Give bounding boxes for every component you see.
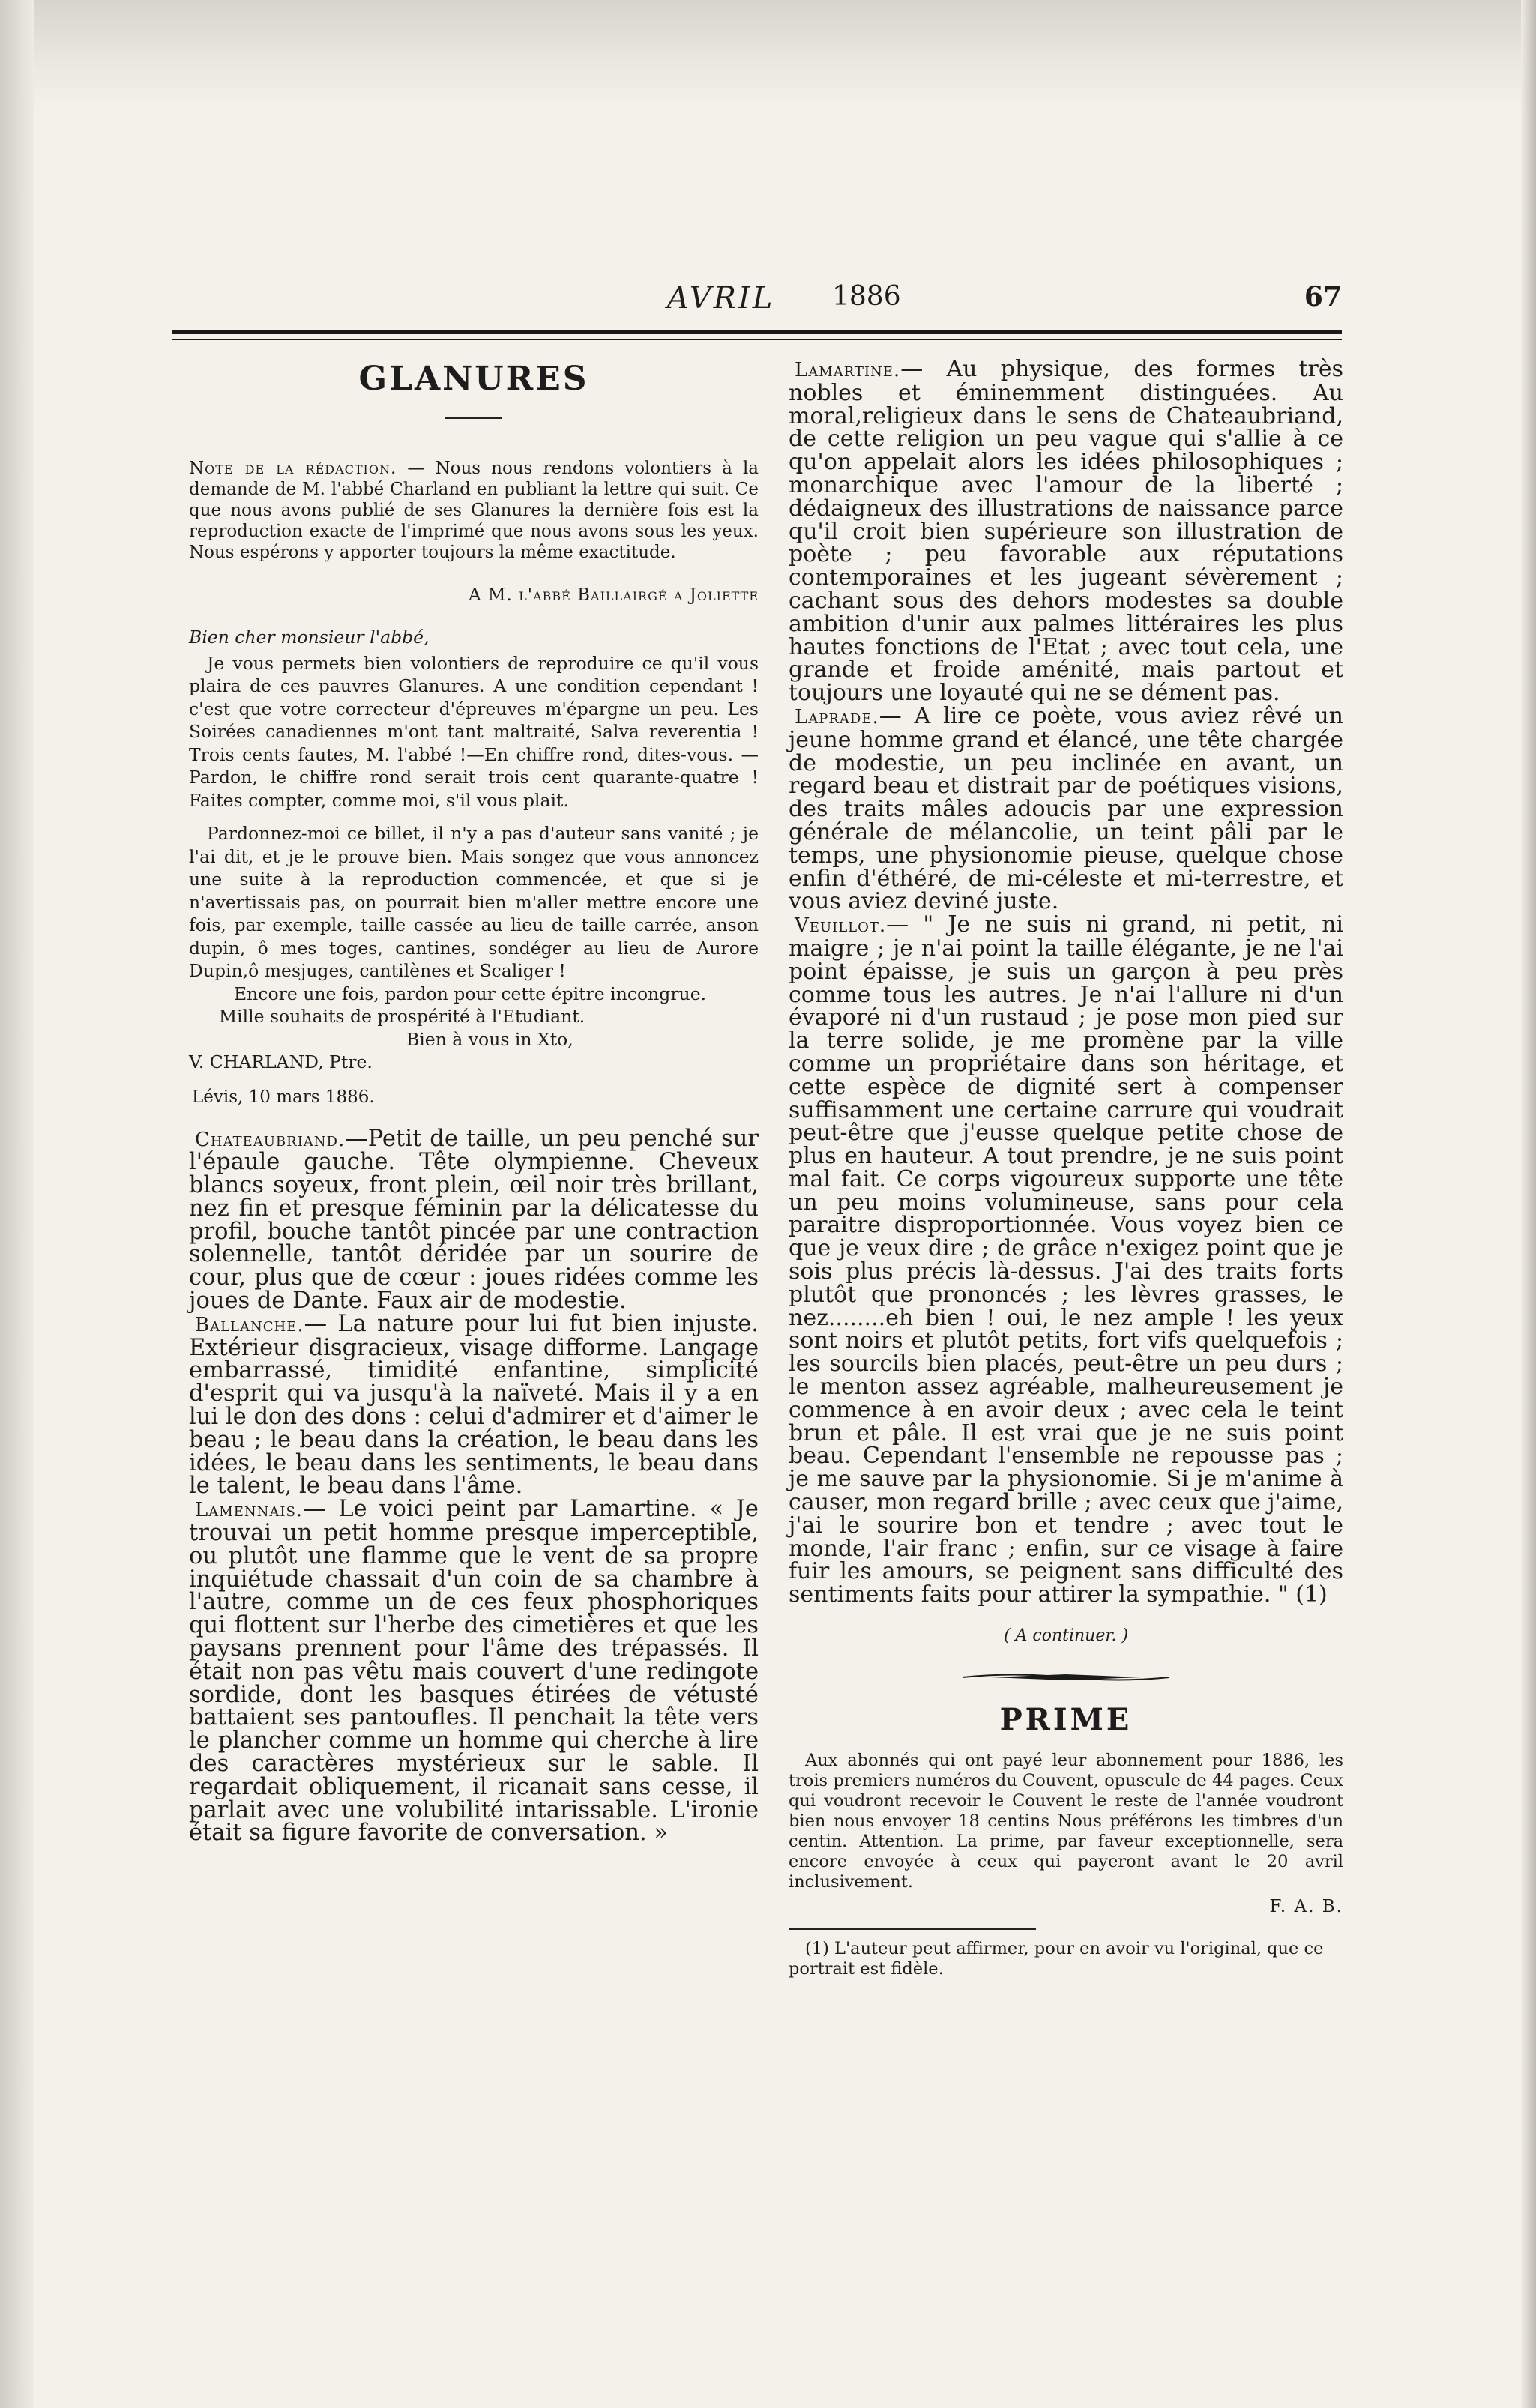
prime-text: Aux abonnés qui ont payé leur abonnement pour 1886, les trois premiers numéros du Couvent, opuscule de 44 pages. Ceux qui voudront recevoir le Couvent le reste de l'année voudront bien nous envoyer 18 centins Nous préférons les timbres d'un centin. Attention. La prime, par faveur exceptionnelle, sera encore envoyée à ceux qui payeront avant le 20 avril inclusivement. (789, 1751, 1343, 1892)
letter-signature: V. CHARLAND, Ptre. (189, 1051, 373, 1072)
portrait-ballanche (189, 1310, 759, 1500)
text-lamartine: — Au physique, des formes très nobles et éminemment distinguées. Au moral,religieux dans le sens de Chateaubriand, de cette religion un peu vague qui s'allie à ce qu'on appelait alors les idées philosophiques ; monarchique avec l'amour de la liberté ; dédaigneux des illustrations de naissance parce qu'il croit bien supérieure son illustration de poète ; peu favorable aux réputations contemporaines et les jugeant sévèrement ; cachant sous des dehors modestes sa double ambition d'unir aux palmes littéraires les plus hautes fonctions de l'Etat ; avec tout cela, une grande et froide aménité, mais partout et toujours une loyauté qui ne se dément pas. (789, 356, 1343, 707)
letter-paragraph-2: Pardonnez-moi ce billet, il n'y a pas d'auteur sans vanité ; je l'ai dit, et je le prouve bien. Mais songez que vous annoncez une suite à la reproduction commencée, et que si je n'avertissais pas, on pourrait bien m'aller mettre encore une fois, par exemple, taille cassée au lieu de taille carrée, anson dupin, ô mes toges, cantines, sondéger au lieu de Aurore Dupin,ô mesjuges, cantilènes et Scaliger ! (189, 823, 759, 981)
letter-salutation: Bien cher monsieur l'abbé, (189, 627, 430, 648)
portrait-chateaubriand (189, 1125, 759, 1315)
portraits-right (789, 358, 1343, 1607)
editor-note (189, 458, 759, 563)
scan-top-edge (0, 0, 1536, 112)
editor-note-text: — Nous nous rendons volontiers à la demande de M. l'abbé Charland en publiant la lettre qui suit. Ce que nous avons publié de ses Glanures la dernière fois est la reproduction exacte de l'imprimé que nous avons sous les yeux. Nous espérons y apporter toujours la même exactitude. (189, 459, 759, 562)
scan-right-edge (1521, 0, 1536, 2408)
letter-addressee: A M. l'abbé Baillairgé a Joliette (469, 585, 759, 605)
right-column (789, 358, 1343, 1979)
portraits-left (189, 1125, 759, 1847)
footnote: (1) L'auteur peut affirmer, pour en avoir vu l'original, que ce portrait est fidèle. (789, 1939, 1324, 1979)
text-laprade: — A lire ce poète, vous aviez rêvé un jeune homme grand et élancé, une tête chargée de modestie, un peu inclinée en avant, un regard beau et distrait par de poétiques visions, des traits mâles adoucis par une expression générale de mélancolie, un teint pâli par le temps, une physionomie pieuse, quelque chose enfin d'éthéré, de mi-céleste et mi-terrestre, et vous aviez deviné juste. (789, 702, 1343, 915)
letter-date: Lévis, 10 mars 1886. (192, 1087, 375, 1107)
prime-signature: F. A. B. (1269, 1897, 1343, 1917)
name-ballanche: Ballanche. (195, 1313, 304, 1336)
letter-closing-3: Bien à vous in Xto, (406, 1028, 573, 1050)
text-chateaubriand: —Petit de taille, un peu penché sur l'épaule gauche. Tête olympienne. Cheveux blancs soyeux, front plein, œil noir très brillant, nez fin et presque féminin par la délicatesse du profil, bouche tantôt pincée par une contraction solennelle, tantôt déridée par un sourire de cour, plus que de cœur : joues ridées comme les joues de Dante. Faux air de modestie. (189, 1125, 759, 1315)
left-column (189, 358, 759, 1845)
text-ballanche: — La nature pour lui fut bien injuste. Extérieur disgracieux, visage difforme. Langage embarrassé, timidité enfantine, simplicité d'esprit qui va jusqu'à la naïveté. Mais il y a en lui le don des dons : celui d'admirer et d'aimer le beau ; le beau dans la création, le beau dans les idées, le beau dans les sentiments, le beau dans le talent, le beau dans l'âme. (189, 1310, 759, 1500)
letter-paragraph-1: Je vous permets bien volontiers de reproduire ce qu'il vous plaira de ces pauvres Glanures. A une condition cependant ! c'est que votre correcteur d'épreuves m'épargne un peu. Les Soirées canadiennes m'ont tant maltraité, Salva reverentia ! Trois cents fautes, M. l'abbé !—En chiffre rond, dites-vous. — Pardon, le chiffre rond serait trois cent quarante-quatre ! Faites compter, comme moi, s'il vous plait. (189, 652, 759, 811)
editor-note-label: Note de la rédaction. (189, 459, 397, 478)
footnote-rule (789, 1928, 1036, 1930)
name-chateaubriand: Chateaubriand. (195, 1128, 346, 1151)
portrait-laprade (789, 702, 1343, 915)
heading-rule (445, 417, 502, 419)
letter-closing-1: Encore une fois, pardon pour cette épitre incongrue. (234, 983, 707, 1004)
page-number: 67 (1304, 281, 1342, 313)
scan-left-edge (0, 0, 34, 2408)
prime-heading: PRIME (999, 1702, 1133, 1738)
name-veuillot: Veuillot. (795, 914, 887, 938)
name-lamennais: Lamennais. (195, 1499, 304, 1522)
running-year: 1886 (832, 281, 901, 312)
text-veuillot: — " Je ne suis ni grand, ni petit, ni maigre ; je n'ai point la taille élégante, je ne l'ai point épaisse, je suis un garçon à peu près comme tous les autres. Je n'ai l'allure ni d'un évaporé ni d'un rustaud ; je pose mon pied sur la terre solide, je me promène par la ville comme un propriétaire dans son héritage, et cette espèce de dignité sert à compenser suffisamment une certaine carrure qui voudrait peut-être que j'eusse quelque petite chose de plus en hauteur. A tout prendre, je ne suis point mal fait. Ce corps vigoureux supporte une tête un peu moins volumineuse, sans pour cela paraitre disproportionnée. Vous voyez bien ce que je veux dire ; de grâce n'exigez point que je sois plus précis là-dessus. J'ai des traits forts plutôt que prononcés ; les lèvres grasses, le nez........eh bien ! oui, le nez ample ! les yeux sont noirs et plutôt petits, fort vifs quelquefois ; les sourcils bien placés, peut-être un peu durs ; le menton assez agréable, malheureusement je commence à en avoir deux ; avec cela le teint brun et pâle. Il est vrai que je ne suis point beau. Cependant l'ensemble ne repousse pas ; je me sauve par la physionomie. Si je m'anime à causer, mon regard brille ; avec ceux que j'aime, j'ai le sourire bon et tendre ; avec tout le monde, l'air franc ; enfin, sur ce visage à faire fuir les amours, se peignent sans difficulté des sentiments faits pour attirer la sympathie. " (1) (789, 911, 1344, 1608)
text-lamennais: — Le voici peint par Lamartine. « Je trouvai un petit homme presque imperceptible, ou plutôt une flamme que le vent de sa propre inquiétude chassait d'un coin de sa chambre à l'autre, comme un de ces feux phosphoriques qui flottent sur l'herbe des cimetières et que les paysans prennent pour l'âme des trépassés. Il était non pas vêtu mais couvert d'une redingote sordide, dont les basques étirées de vétusté battaient ses pantoufles. Il penchait la tête vers le plancher comme un homme qui cherche à lire des caractères mystérieux sur le sable. Il regardait obliquement, il ricanait sans cesse, il parlait avec une volubilité intarissable. L'ironie était sa figure favorite de conversation. » (189, 1496, 759, 1847)
to-be-continued: ( A continuer. ) (1003, 1626, 1129, 1646)
running-title: AVRIL (667, 281, 775, 316)
letter-closing-2: Mille souhaits de prospérité à l'Etudiant. (219, 1006, 585, 1027)
divider-ornament (961, 1671, 1171, 1684)
portrait-lamartine (789, 358, 1343, 705)
portrait-veuillot (789, 911, 1344, 1608)
article-heading: GLANURES (358, 360, 589, 398)
running-header (172, 281, 1342, 326)
name-lamartine: Lamartine. (795, 359, 901, 381)
header-rule-thick (172, 330, 1342, 334)
name-laprade: Laprade. (795, 705, 879, 728)
letter (189, 626, 759, 1074)
header-rule-thin (172, 339, 1342, 340)
portrait-lamennais (189, 1498, 759, 1845)
